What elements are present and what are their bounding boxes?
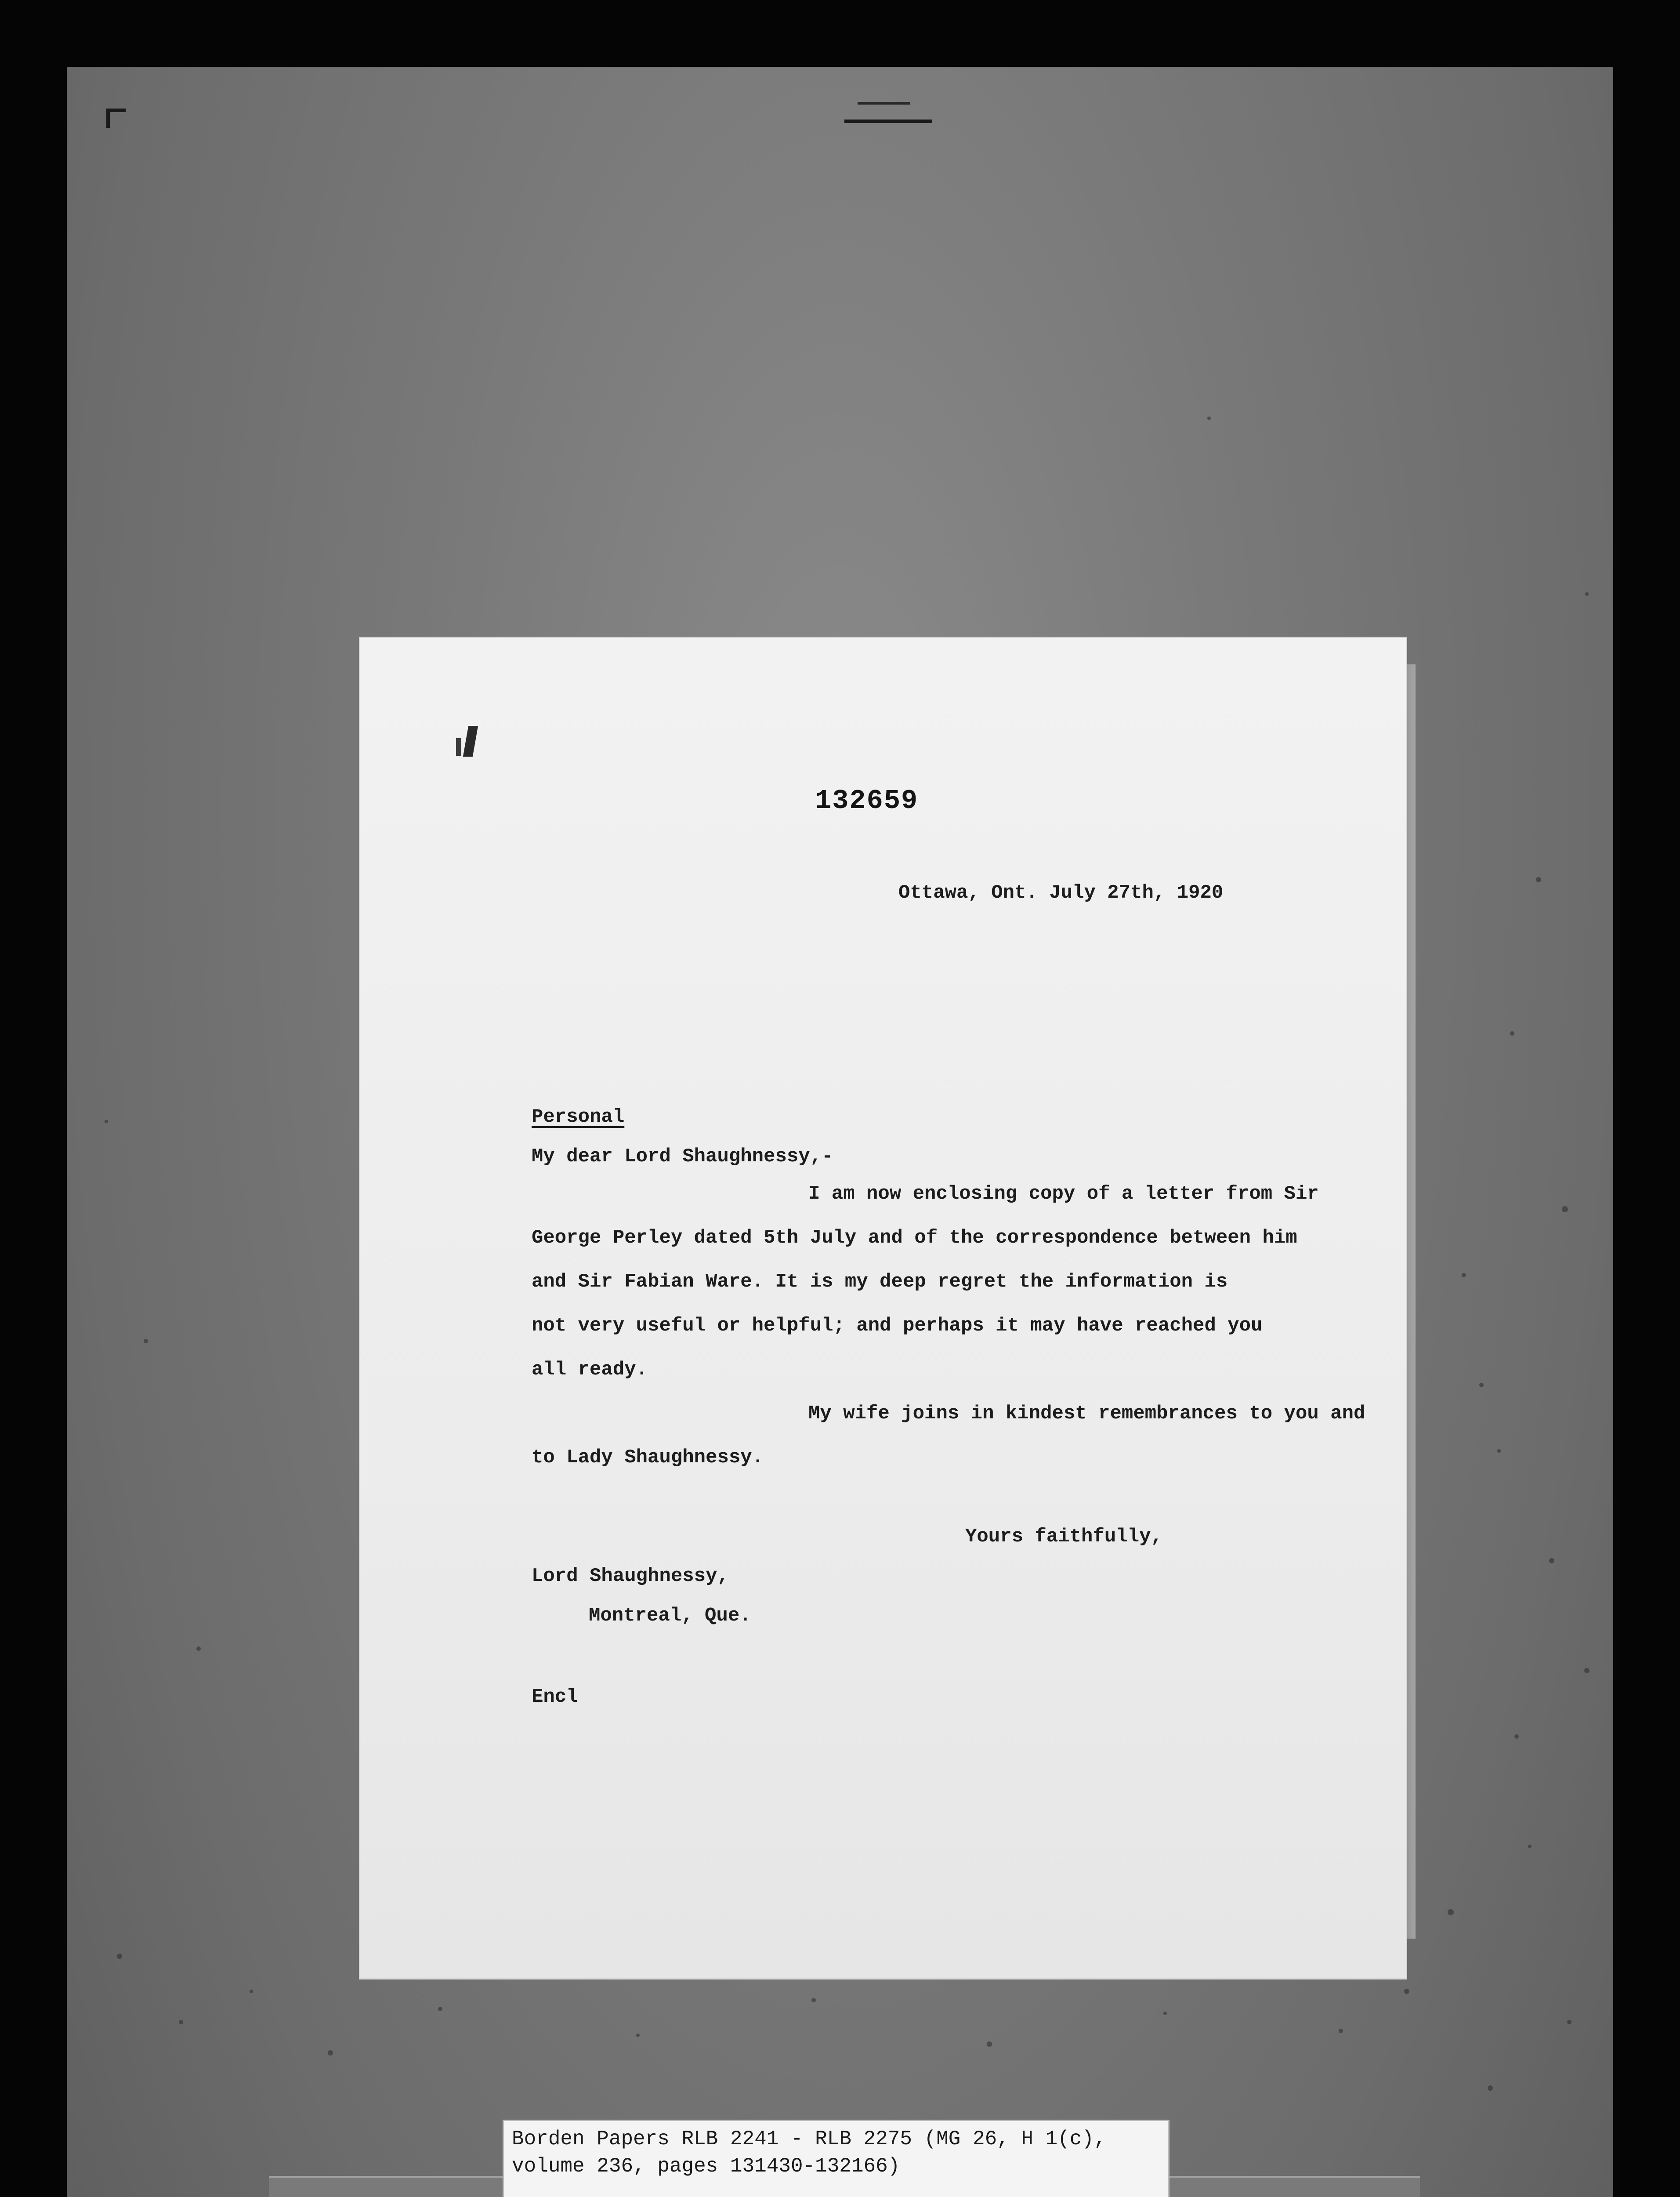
frame-tick-mark — [844, 120, 932, 123]
recipient-city: Montreal, Que. — [589, 1605, 751, 1627]
body-line: George Perley dated 5th July and of the correspondence between him — [532, 1227, 1297, 1249]
margin-mark — [463, 726, 478, 757]
dateline: Ottawa, Ont. July 27th, 1920 — [898, 882, 1224, 904]
salutation: My dear Lord Shaughnessy,- — [532, 1146, 833, 1167]
margin-mark — [456, 738, 461, 756]
body-line: all ready. — [532, 1359, 648, 1381]
source-caption — [503, 2120, 1169, 2197]
body-line: My wife joins in kindest remembrances to you and — [808, 1403, 1365, 1425]
frame-tick-mark — [858, 102, 910, 105]
recipient-name: Lord Shaughnessy, — [532, 1565, 729, 1587]
body-line: and Sir Fabian Ware. It is my deep regret the information is — [532, 1271, 1228, 1293]
microfilm-frame — [67, 67, 1613, 2197]
body-line: I am now enclosing copy of a letter from Sir — [808, 1183, 1319, 1205]
body-line: not very useful or helpful; and perhaps it may have reached you — [532, 1315, 1263, 1337]
folio-number: 132659 — [815, 785, 919, 816]
closing: Yours faithfully, — [965, 1526, 1162, 1548]
caption-line: volume 236, pages 131430-132166) — [512, 2155, 900, 2178]
body-line: to Lady Shaughnessy. — [532, 1447, 764, 1468]
enclosure-note: Encl — [532, 1686, 578, 1708]
letter-body — [532, 1172, 1366, 1479]
letter-page — [360, 638, 1406, 1978]
personal-marking: Personal — [532, 1106, 625, 1128]
caption-line: Borden Papers RLB 2241 - RLB 2275 (MG 26, H 1(c), — [512, 2128, 1106, 2150]
corner-registration-mark — [106, 109, 126, 128]
